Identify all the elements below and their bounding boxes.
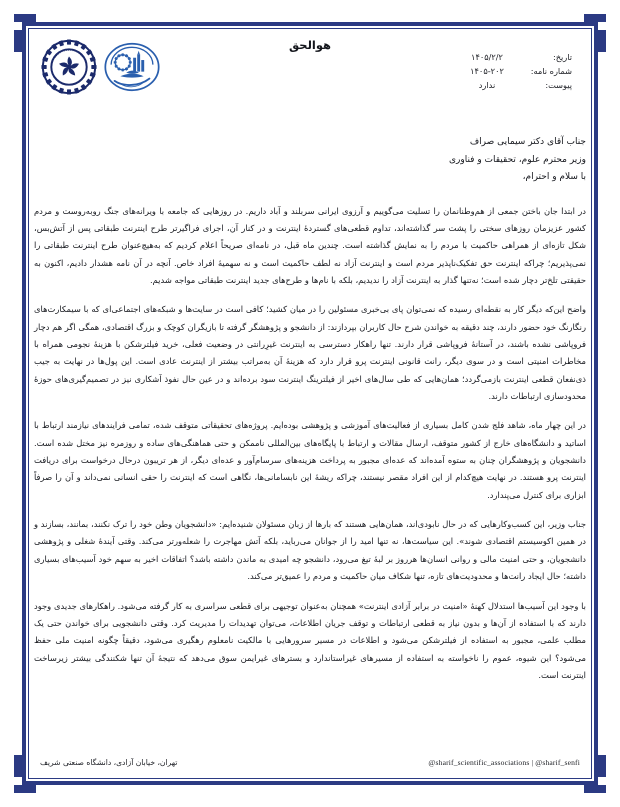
corner-notch-top-left [14, 14, 36, 22]
salutation: با سلام و احترام، [522, 172, 586, 183]
body-paragraph: جناب وزیر، این کسب‌وکارهایی که در حال نابودی‌اند، همان‌هایی هستند که بارها از زبان مسئولان شنیده‌ایم: «دانشجویان وطن خود را ترک نکنند، بمانند، بسازند و در همین اکوسیستم اقتصادی شوند». این سیاست‌ها، نه تنها امید را از جوانان می‌رباید، بلکه آتش مهاجرت را شعله‌ورتر می‌کند. وقتی آیندهٔ شغلی و پژوهشی دانشجویان، و حتی امنیت مالی و روانی انسان‌ها هرروز بر لبهٔ تیغ می‌رود، دانشجو چه امیدی به ماندن داشته باشد؟ اتفاقات اخیر به سهم خود آسیب‌های بسیاری داشته؛ حال ایجاد رانت‌ها و محدودیت‌های تازه، تنها شکاف میان حاکمیت و مردم را عمیق‌تر می‌کند. [34, 519, 586, 582]
letter-metadata [462, 50, 572, 92]
letterhead-logos [40, 38, 161, 96]
letter-footer [40, 758, 580, 767]
metadata-label-attachment: پیوست: [545, 80, 572, 91]
metadata-label-date: تاریخ: [552, 52, 572, 62]
metadata-row-attachment [462, 78, 572, 92]
letter-content [34, 32, 586, 773]
letter-body [34, 203, 586, 685]
addressee-block [34, 134, 586, 187]
metadata-value-date: ۱۴۰۵/۲/۲ [471, 52, 503, 62]
metadata-value-attachment: ندارد [478, 80, 496, 91]
addressee-title: وزیر محترم علوم، تحقیقات و فناوری [448, 154, 586, 165]
corner-notch-bottom-left [14, 785, 36, 793]
metadata-row-letter-number [462, 64, 572, 78]
corner-notch-top-right [584, 14, 606, 22]
corner-notch-bottom-left [14, 755, 22, 777]
body-paragraph: با وجود این آسیب‌ها استدلال کهنهٔ «امنیت در برابر آزادی اینترنت» همچنان به‌عنوان توجیهی برای قطعی سراسری به کار گرفته می‌شود. راهکارهای جدیدی وجود دارند که با استفاده از آن‌ها و بدون نیاز به قطعی ارتباطات و توقف جریان اطلاعات، می‌توان تهدیدات را مدیریت کرد. وقتی دانشجویی برای خواندن حتی یک مطلب علمی، مجبور به استفاده از فیلترشکن می‌شود و اطلاعات در مسیر سرورهایی با مالکیت نامعلوم رهگیری می‌شود، دقیقاً چگونه امنیت ملی حفظ می‌شود؟ این شیوه، عموم را ناخواسته به استفاده از مسیرهای غیراستاندارد و بسترهای غیرایمن سوق می‌دهد که نتیجهٔ آن تنها شکنندگی بیشتر زیرساخت اینترنت است. [34, 600, 586, 680]
metadata-label-letter-number: شماره نامه: [530, 66, 572, 77]
metadata-value-letter-number: ۱۴۰۵-۲۰۲ [470, 66, 504, 77]
metadata-row-date [462, 50, 572, 64]
sharif-university-logo [40, 38, 98, 96]
corner-notch-top-right [598, 14, 606, 22]
body-paragraph: در این چهار ماه، شاهد فلج شدن کامل بسیاری از فعالیت‌های آموزشی و پژوهشی بوده‌ایم. پروژه‌های تحقیقاتی متوقف شده، تمامی فرایندهای نیازمند ارتباط با اساتید و دانشگاه‌های خارج از کشور متوقف، ارسال مقالات و ارتباط با پایگاه‌های بین‌المللی ناممکن و حتی هماهنگی‌های ساده و روزمره نیز مختل شده است. دانشجویان و پژوهشگران چنان به ستوه آمده‌اند که عده‌ای مجبور به پرداخت هزینه‌های سرسام‌آور و عده‌ای دیگر، از هر تریبون درحال درخواست برای دریافت اینترنت پرو هستند. در نهایت هیچ‌کدام از این افراد مقصر نیستند، چراکه ریشهٔ این نابسامانی‌ها، نگاهی است که اینترنت را حقی انسانی نمی‌داند و آن را صرفاً ابزاری برای کنترل می‌پندارد. [34, 420, 586, 500]
footer-social-handles: @sharif_scientific_associations | @sharif_senfi [428, 758, 580, 767]
footer-address: تهران، خیابان آزادی، دانشگاه صنعتی شریف [40, 758, 178, 767]
corner-notch-bottom-right [584, 785, 606, 793]
letterhead [34, 32, 586, 118]
corner-notch-top-left [14, 30, 22, 52]
student-council-logo [103, 38, 161, 96]
body-paragraph: واضح این‌که دیگر کار به نقطه‌ای رسیده که نمی‌توان پای بی‌خبری مسئولین را در میان کشید؛ کافی است در سایت‌ها و شبکه‌های اجتماعی‌ای که با سیمکارت‌های رنگارنگ خود حضور دارند، چند دقیقه به خواندن شرح حال کاربران بپردازند: از دانشجو و پژوهشگر گرفته تا بازیگران کوچک و بزرگ اقتصادی، همگی اگر هم دچار فروپاشی نشده باشند، در آستانهٔ فروپاشی قرار دارند. تنها راهکار دسترسی به اینترنت غیرِرانتی در وضعیت فعلی، خرید فیلترشکن با هزینهٔ نجومی همراه با مخاطرات امنیتی است و در سوی دیگر، رانت قانونی اینترنت پرو قرار دارد که هزینهٔ آن به‌مراتب بیشتر از اینترنت عادی است. این پول‌ها در نهایت به جیب ذی‌نفعان قطعی اینترنت بازمی‌گردد؛ همان‌هایی که طی سال‌های اخیر از فیلترینگ اینترنت سود برده‌اند و در عین حال نفوذ آشکاری نیز در تصمیم‌گیری‌های حوزهٔ محدودسازی ارتباطات دارند. [34, 304, 586, 402]
addressee-name: جناب آقای دکتر سیمایی صراف [469, 137, 586, 147]
corner-notch-top-left [14, 14, 22, 22]
body-paragraph: در ابتدا جان باختن جمعی از هم‌وطنانمان را تسلیت می‌گوییم و آرزوی ایرانی سربلند و آباد داریم. در روزهایی که جامعه با ویرانه‌های جنگ روبه‌روست و مردم کشور عزیزمان روزهای سختی را پشت سر گذاشته‌اند، تداوم قطعی‌های گستردهٔ اینترنت و در کنار آن، اجرای فراگیرتر طرح اینترنت طبقاتی پس از آتش‌بس، شکل تازه‌ای از همراهی حاکمیت با مردم را به نمایش گذاشته است. چندین ماه قبل، در نامه‌ای صریحاً اعلام کردیم که به‌هیچ‌عنوان طرح اینترنت طبقاتی را نمی‌پذیریم؛ چراکه اینترنت حق تفکیک‌ناپذیر مردم است و اینترنت آزاد نه لطف حاکمیت است و نه سهمیهٔ افراد خاص. آنچه در آن نامه هشدار دادیم، اکنون به حقیقتی تلخ‌تر دچار شده است؛ نه‌تنها گذار به اینترنت آزاد را ندیدیم، بلکه با نام‌ها و طرح‌های جدید اینترنت طبقاتی مواجه شدیم. [34, 205, 586, 286]
basmala-heading: هوالحق [288, 38, 332, 52]
corner-notch-top-right [598, 30, 606, 52]
corner-notch-bottom-right [598, 755, 606, 777]
corner-notch-bottom-left [14, 785, 22, 793]
corner-notch-bottom-right [598, 785, 606, 793]
